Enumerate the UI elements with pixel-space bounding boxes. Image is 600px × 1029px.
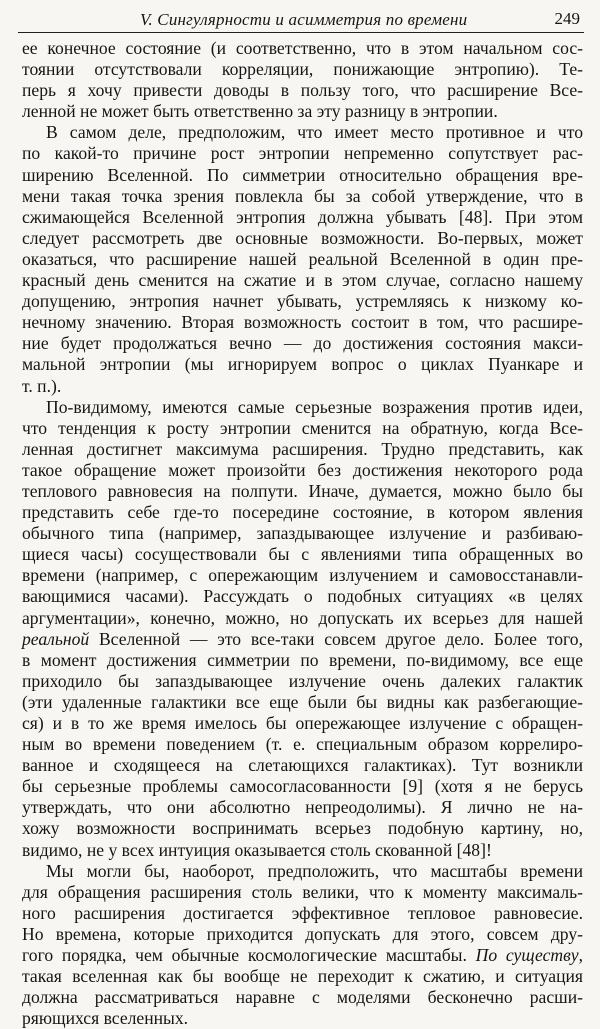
- text-line: В самом деле, предположим, что имеет место противное и что: [46, 122, 583, 143]
- text-line: для обращения расширения столь велики, что к моменту максималь-: [22, 881, 583, 902]
- text-line: (эти удаленные галактики все еще были бы видны как разбегающие-: [22, 691, 583, 712]
- italic-text: По существу: [475, 945, 579, 966]
- text-line: гого порядка, чем обычные космологические масштабы. По существу,: [22, 945, 583, 966]
- text-line: допущению, энтропия начнет убывать, устремляясь к низкому ко-: [22, 291, 583, 312]
- text-line: что тенденция к росту энтропии сменится на обратную, когда Все-: [22, 417, 583, 438]
- text-line: ным во времени поведением (т. е. специальным образом коррелиро-: [22, 734, 583, 755]
- text-line: нечному значению. Вторая возможность состоит в том, что расшире-: [22, 312, 583, 333]
- text-line: перь я хочу привести доводы в пользу того, что расширение Все-: [22, 80, 583, 101]
- text-line: сжимающейся Вселенной энтропия должна убывать [48]. При этом: [22, 206, 583, 227]
- running-header: [18, 6, 584, 33]
- text-line: ленная достигнет максимума расширения. Трудно представить, как: [22, 438, 583, 459]
- text-line: по какой-то причине рост энтропии непременно сопутствует рас-: [22, 143, 583, 164]
- body-text: [22, 38, 583, 1029]
- text-line: щиеся часы) сосуществовали бы с явлениями типа обращенных во: [22, 544, 583, 565]
- text-line: аргументации», конечно, можно, но допускать их всерьез для нашей: [22, 607, 583, 628]
- text-line: оказаться, что расширение нашей реальной Вселенной в один пре-: [22, 248, 583, 269]
- text-line: обычного типа (например, запаздывающее излучение и разбиваю-: [22, 523, 583, 544]
- text-line: Мы могли бы, наоборот, предположить, что масштабы времени: [46, 860, 583, 881]
- paragraph: [22, 861, 583, 1029]
- text-line: приходило бы запаздывающее излучение очень далеких галактик: [22, 670, 583, 691]
- text-line: такое обращение может произойти без достижения некоторого рода: [22, 459, 583, 480]
- text-line: По-видимому, имеются самые серьезные возражения против идеи,: [46, 396, 583, 417]
- text-line: ванное и сходящееся на слетающихся галактиках). Тут возникли: [22, 755, 583, 776]
- text-line: вающимися часами). Рассуждать о подобных ситуациях «в целях: [22, 586, 583, 607]
- running-head-title: V. Сингулярности и асимметрия по времени: [140, 10, 468, 29]
- text-line: ее конечное состояние (и соответственно, что в этом начальном сос-: [22, 38, 583, 58]
- text-line: мальной энтропии (мы игнорируем вопрос о циклах Пуанкаре и: [22, 354, 583, 375]
- text-line: в момент достижения симметрии по времени, по-видимому, все еще: [22, 649, 583, 670]
- text-line: реальной Вселенной — это все-таки совсем другое дело. Более того,: [22, 628, 583, 649]
- text-line: т. п.).: [22, 375, 62, 396]
- text-line: такая вселенная как бы вообще не переходит к сжатию, и ситуация: [22, 966, 583, 987]
- text-line: ние будет продолжаться вечно — до достижения состояния макси-: [22, 333, 583, 354]
- text-line: времени (например, с опережающим излучением и самовосстанавли-: [22, 565, 583, 586]
- paragraph: [22, 38, 583, 122]
- text-line: ного расширения достигается эффективное тепловое равновесие.: [22, 902, 583, 923]
- text-line: бы серьезные проблемы самосогласованности [9] (хотя я не берусь: [22, 776, 583, 797]
- text-line: ряющихся вселенных.: [22, 1008, 189, 1029]
- text-line: теплового равновесия на полпути. Иначе, думается, можно было бы: [22, 480, 583, 501]
- text-line: утверждать, что они абсолютно непреодолимы). Я лично не на-: [22, 797, 583, 818]
- text-line: видимо, не у всех интуиция оказывается столь скованной [48]!: [22, 839, 492, 860]
- page-number: 249: [554, 9, 580, 28]
- text-line: тоянии отсутствовали корреляции, понижающие энтропию). Те-: [22, 59, 583, 80]
- text-line: хожу возможности воспринимать всерьез подобную картину, но,: [22, 818, 583, 839]
- text-line: мени такая точка зрения повлекла бы за собой утверждение, что в: [22, 185, 583, 206]
- text-line: должна рассматриваться наравне с моделями бесконечно расши-: [22, 987, 583, 1008]
- text-line: ширению Вселенной. По симметрии относительно обращения вре-: [22, 164, 583, 185]
- text-line: ся) и в то же время имелось бы опережающее излучение с обращен-: [22, 713, 583, 733]
- paragraph: [22, 122, 583, 396]
- text-line: красный день сменится на сжатие и в этом случае, согласно нашему: [22, 270, 583, 291]
- text-line: представить себе где-то посередине состояние, в котором явления: [22, 502, 583, 523]
- paragraph: [22, 397, 583, 861]
- text-line: следует рассмотреть две основные возможности. Во-первых, может: [22, 227, 583, 248]
- text-line: Но времена, которые приходится допускать для этого, совсем дру-: [22, 923, 583, 944]
- text-line: ленной не может быть ответственно за эту разницу в энтропии.: [22, 101, 498, 122]
- italic-text: реальной: [22, 628, 90, 649]
